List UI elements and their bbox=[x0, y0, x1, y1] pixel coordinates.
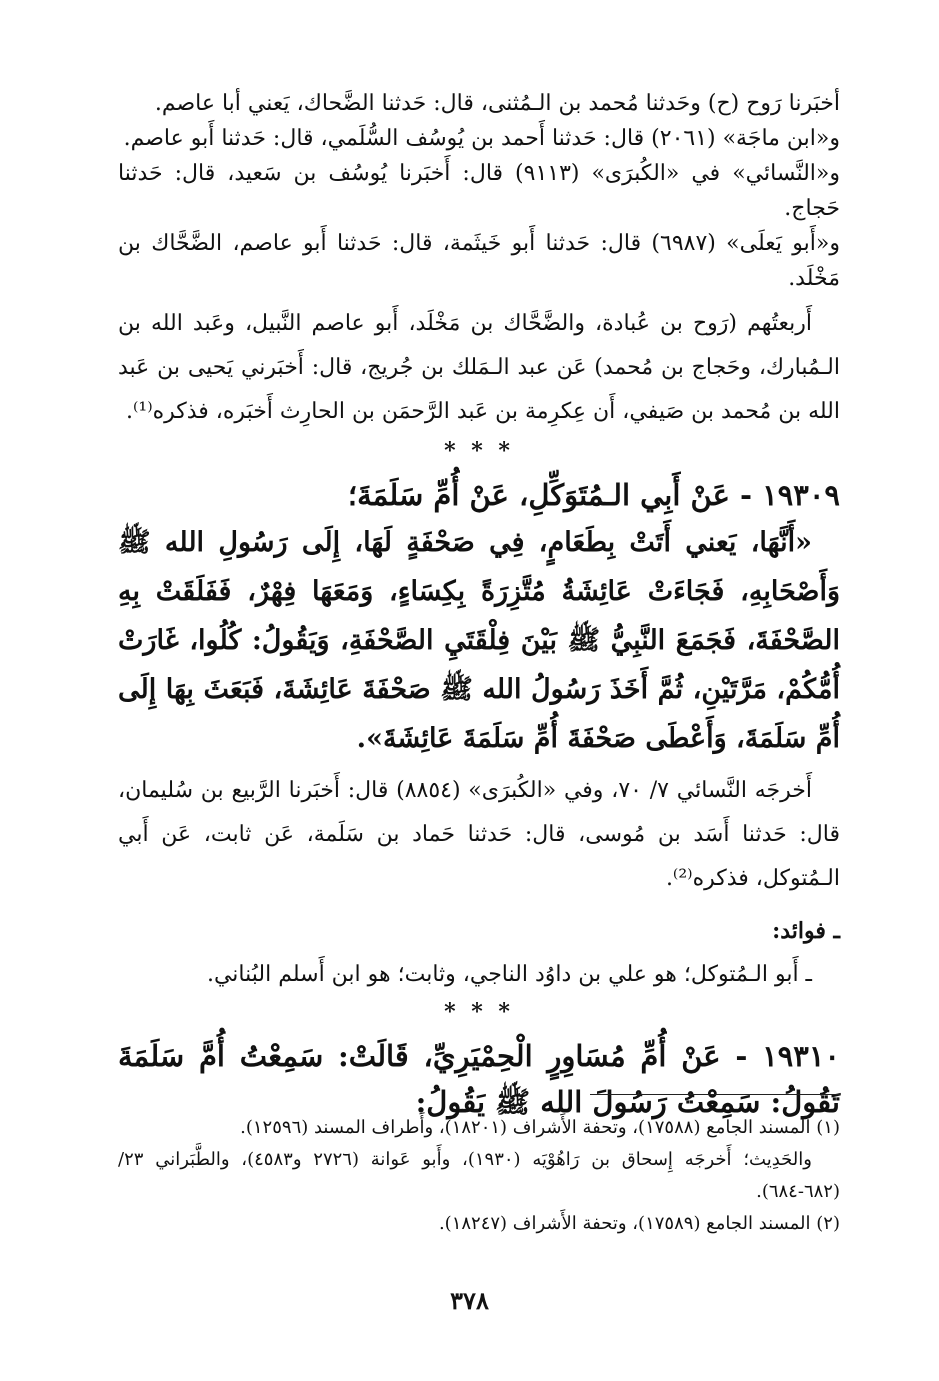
hadith-text: «أَنَّهَا، يَعني أَتَتْ بِطَعَامٍ، فِي صَحْفَةٍ لَهَا، إِلَى رَسُولِ الله ﷺ وَأَصْحَابِهِ، فَجَاءَتْ عَائِشَةُ مُتَّزِرَةً بِكِسَاءٍ، وَمَعَهَا فِهْرٌ، فَفَلَقَتْ بِهِ الصَّحْفَةَ، فَجَمَعَ النَّبِيُّ ﷺ بَيْنَ فِلْقَتَيِ الصَّحْفَةِ، وَيَقُولُ: كُلُوا، غَارَتْ أُمُّكُمْ، مَرَّتَيْنِ، ثُمَّ أَخَذَ رَسُولُ الله ﷺ صَحْفَةَ عَائِشَةَ، فَبَعَثَ بِهَا إِلَى أُمِّ سَلَمَةَ، وَأَعْطَى صَحْفَةَ أُمِّ سَلَمَةَ عَائِشَةَ». bbox=[118, 527, 840, 754]
page-number: ٣٧٨ bbox=[450, 1286, 489, 1315]
chain-line: و«النَّسائي» في «الكُبرَى» (٩١١٣) قال: أَخبَرنا يُوسُف بن سَعيد، قال: حَدثنا حَجاج. bbox=[118, 161, 840, 221]
chain-line: أخبَرنا رَوح (ح) وحَدثنا مُحمد بن الـمُثنى، قال: حَدثنا الضَّحاك، يَعني أبا عاصم. bbox=[154, 91, 840, 116]
hadith-number-line: ١٩٣٠٩ - عَنْ أَبِي الـمُتَوَكِّلِ، عَنْ أُمِّ سَلَمَةَ؛ bbox=[347, 478, 840, 512]
footnote: (٢) المسند الجامع (١٧٥٨٩)، وتحفة الأَشراف (١٨٢٤٧). bbox=[438, 1213, 840, 1234]
footnote: (١) المسند الجامع (١٧٥٨٨)، وتحفة الأَشراف (١٨٢٠١)، وأَطراف المسند (١٢٥٩٦). bbox=[240, 1117, 840, 1138]
chain-line: و«أَبو يَعلَى» (٦٩٨٧) قال: حَدثنا أَبو خَيثَمة، قال: حَدثنا أَبو عاصم، الضَّحَّاك بن مَخْلَد. bbox=[118, 231, 840, 291]
narrators-paragraph: أَربعتُهم (رَوح بن عُبادة، والضَّحَّاك بن مَخْلَد، أَبو عاصم النَّبيل، وعَبد الله بن الـمُبارك، وحَجاج بن مُحمد) عَن عبد الـمَلك بن جُريج، قال: أَخبَرني يَحيى بن عَبد الله بن مُحمد بن صَيفي، أَن عِكرِمة بن عَبد الرَّحمَن بن الحارِث أَخبَره، فذكره⁽¹⁾. bbox=[118, 311, 840, 424]
hadith-text: ١٩٣١٠ - عَنْ أُمِّ مُسَاوِرٍ الْحِمْيَرِيِّ، قَالَتْ: سَمِعْتُ أُمَّ سَلَمَةَ تَقُولُ: سَمِعْتُ رَسُولَ الله ﷺ يَقُولُ: bbox=[118, 1039, 840, 1119]
section-separator: * * * bbox=[444, 438, 514, 464]
section-separator: * * * bbox=[444, 999, 514, 1025]
benefits-heading: ـ فوائد: bbox=[772, 918, 840, 944]
page-body bbox=[118, 86, 840, 1125]
footnote-divider bbox=[590, 1094, 840, 1095]
chain-line: و«ابن ماجَة» (٢٠٦١) قال: حَدثنا أَحمد بن يُوسُف السُّلَمي، قال: حَدثنا أَبو عاصم. bbox=[123, 126, 840, 151]
isnad-chain bbox=[118, 86, 840, 296]
takhrij-paragraph: أَخرجَه النَّسائي ٧/ ٧٠، وفي «الكُبرَى» (٨٨٥٤) قال: أَخبَرنا الرَّبيع بن سُليمان، قال: حَدثنا أَسَد بن مُوسى، قال: حَدثنا حَماد بن سَلَمة، عَن ثابت، عَن أَبي الـمُتوكل، فذكره⁽²⁾. bbox=[118, 778, 840, 891]
benefit-item: ـ أَبو الـمُتوكل؛ هو علي بن داوُد الناجي، وثابت؛ هو ابن أَسلم البُناني. bbox=[206, 962, 812, 987]
footnote: والحَدِيث؛ أَخرجَه إِسحاق بن رَاهُوْيَه (١٩٣٠)، وأَبو عَوانة (٢٧٢٦ و٤٥٨٣)، والطَّبَراني ٢٣/ (٦٨٢-٦٨٤). bbox=[118, 1149, 840, 1202]
footnotes bbox=[118, 1112, 840, 1240]
